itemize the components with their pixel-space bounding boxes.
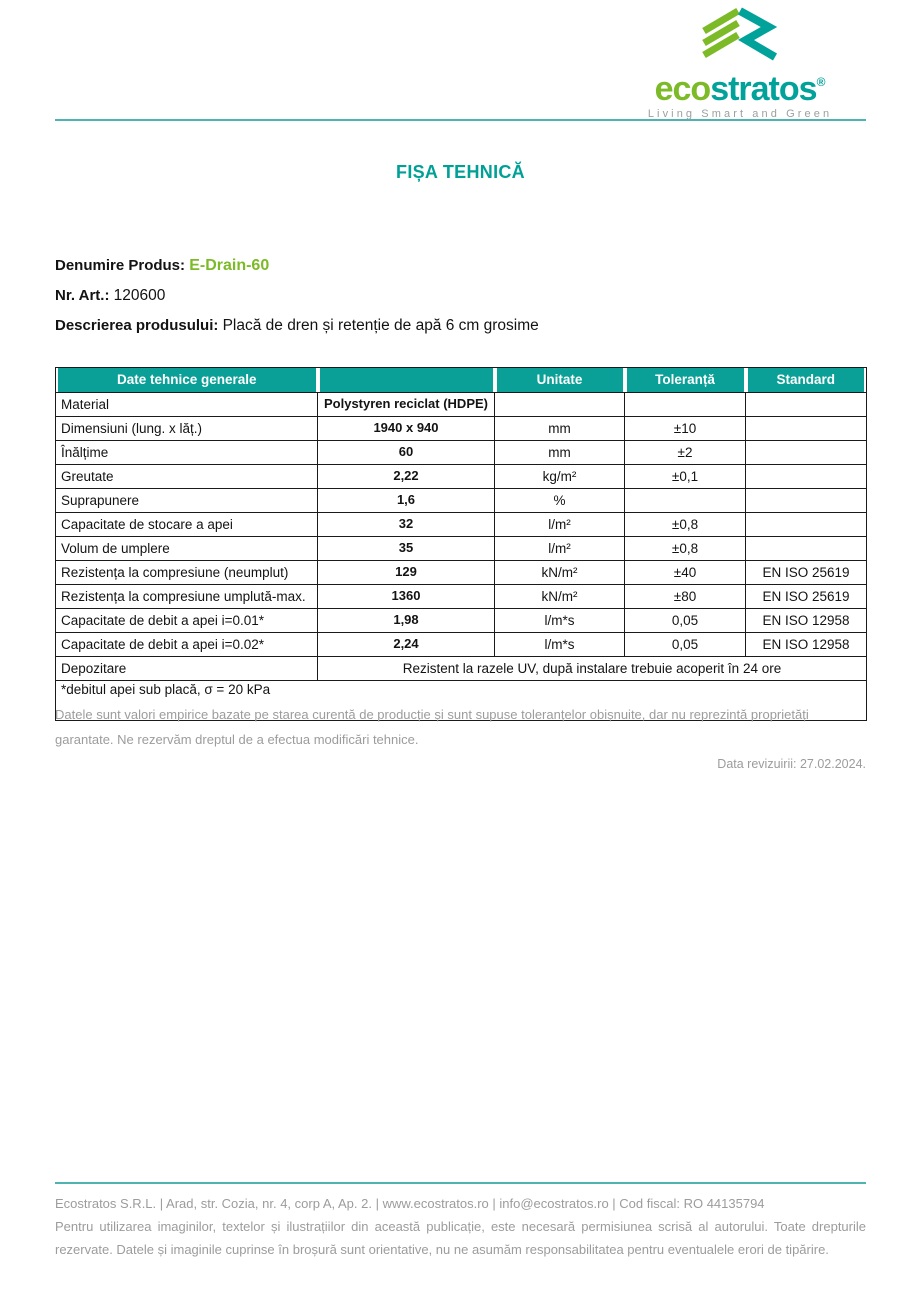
column-header-label [320,368,493,392]
spec-value-cell: 2,24 [318,633,495,657]
product-description-line [55,317,866,335]
spec-label-cell: Depozitare [56,657,318,681]
spec-value-cell: 60 [318,441,495,465]
spec-tolerance-cell: ±10 [625,417,746,441]
spec-value-cell: 1,6 [318,489,495,513]
article-number-value: 120600 [113,287,166,304]
spec-table [55,367,867,721]
product-info [55,257,866,347]
page-footer [55,1182,866,1261]
spec-tolerance-cell: ±0,8 [625,537,746,561]
column-header [625,368,746,393]
column-header-label: Unitate [497,368,623,392]
table-row [56,657,867,681]
spec-value-cell: 1360 [318,585,495,609]
spec-tolerance-cell: 0,05 [625,633,746,657]
spec-label-cell: Capacitate de debit a apei i=0.02* [56,633,318,657]
table-row [56,489,867,513]
spec-standard-cell [746,441,867,465]
spec-value-cell: 32 [318,513,495,537]
spec-value-cell: 35 [318,537,495,561]
table-row [56,441,867,465]
spec-value-cell: 1940 x 940 [318,417,495,441]
spec-value-cell: 2,22 [318,465,495,489]
table-footnote-cell: *debitul apei sub placă, σ = 20 kPa [56,681,867,721]
spec-tolerance-cell: 0,05 [625,609,746,633]
spec-label-cell: Rezistența la compresiune (neumplut) [56,561,318,585]
table-row [56,609,867,633]
column-header-label: Standard [748,368,865,392]
spec-unit-cell: kN/m² [495,585,625,609]
logo-stratos-text: stratos [710,70,817,108]
spec-label-cell: Înălțime [56,441,318,465]
disclaimer-text: Datele sunt valori empirice bazate pe starea curentă de producție și sunt supuse toleranțelor obișnuite, dar nu reprezintă proprietăți garantate. Ne rezervăm dreptul de a efectua modificări tehnice. [55,707,809,747]
spec-label-cell: Rezistența la compresiune umplută-max. [56,585,318,609]
spec-standard-cell: EN ISO 25619 [746,561,867,585]
spec-unit-cell: l/m² [495,537,625,561]
spec-value-cell: 129 [318,561,495,585]
column-header [318,368,495,393]
product-name-line [55,257,866,275]
table-row [56,417,867,441]
spec-tolerance-cell: ±0,8 [625,513,746,537]
spec-value-cell: 1,98 [318,609,495,633]
spec-standard-cell [746,513,867,537]
page-title: FIȘA TEHNICĂ [396,162,525,182]
spec-value-cell: Polystyren reciclat (HDPE) [318,393,495,417]
spec-unit-cell: l/m² [495,513,625,537]
column-header [495,368,625,393]
column-header-label: Toleranță [627,368,744,392]
spec-tolerance-cell: ±80 [625,585,746,609]
logo-eco-text: eco [654,70,711,108]
spec-unit-cell: % [495,489,625,513]
spec-label-cell: Dimensiuni (lung. x lăț.) [56,417,318,441]
spec-standard-cell: EN ISO 25619 [746,585,867,609]
spec-label-cell: Capacitate de debit a apei i=0.01* [56,609,318,633]
technical-data-section [55,367,866,721]
article-number-label: Nr. Art.: [55,287,110,304]
spec-tolerance-cell: ±0,1 [625,465,746,489]
spec-standard-cell [746,417,867,441]
spec-unit-cell: mm [495,417,625,441]
spec-standard-cell [746,537,867,561]
product-description-label: Descrierea produsului: [55,317,219,334]
spec-standard-cell: EN ISO 12958 [746,633,867,657]
article-number-line [55,287,866,305]
spec-tolerance-cell [625,393,746,417]
product-name-label: Denumire Produs: [55,257,186,274]
spec-label-cell: Capacitate de stocare a apei [56,513,318,537]
spec-tolerance-cell: ±2 [625,441,746,465]
revision-date: Data revizuirii: 27.02.2024. [717,757,866,771]
logo-wordmark [614,66,866,108]
footer-legal-text: Pentru utilizarea imaginilor, textelor și ilustrațiilor din această publicație, este necesară permisiunea scrisă al autorului. Toate drepturile rezervate. Datele și imaginile cuprinse în broșură sunt orientative, nu ne asumăm responsabilitatea pentru eventualele erori de tipărire. [55,1219,866,1257]
spec-standard-cell [746,465,867,489]
table-row [56,393,867,417]
table-row [56,513,867,537]
company-logo [614,6,866,120]
column-header-label: Date tehnice generale [58,368,316,392]
table-row [56,537,867,561]
spec-table-header-row [56,368,867,393]
table-row [56,465,867,489]
ecostratos-chevron-icon [700,6,780,64]
column-header [56,368,318,393]
spec-tolerance-cell: ±40 [625,561,746,585]
spec-unit-cell: mm [495,441,625,465]
table-row [56,585,867,609]
spec-standard-cell [746,393,867,417]
spec-label-cell: Volum de umplere [56,537,318,561]
column-header [746,368,867,393]
table-row [56,561,867,585]
spec-unit-cell [495,393,625,417]
spec-standard-cell [746,489,867,513]
spec-span-value-cell: Rezistent la razele UV, după instalare trebuie acoperit în 24 ore [318,657,867,681]
spec-standard-cell: EN ISO 12958 [746,609,867,633]
spec-unit-cell: l/m*s [495,609,625,633]
spec-label-cell: Greutate [56,465,318,489]
spec-unit-cell: l/m*s [495,633,625,657]
logo-tagline: Living Smart and Green [647,108,833,120]
footer-contact-line: Ecostratos S.R.L. | Arad, str. Cozia, nr. 4, corp A, Ap. 2. | www.ecostratos.ro | info@ecostratos.ro | Cod fiscal: RO 44135794 [55,1196,765,1211]
product-name-value: E-Drain-60 [189,257,270,274]
spec-table-body [56,393,867,721]
table-row [56,633,867,657]
product-description-value: Placă de dren și retenție de apă 6 cm grosime [222,317,539,334]
spec-label-cell: Material [56,393,318,417]
page-header [55,0,866,121]
registered-trademark-symbol: ® [816,75,826,89]
spec-tolerance-cell [625,489,746,513]
spec-unit-cell: kN/m² [495,561,625,585]
spec-label-cell: Suprapunere [56,489,318,513]
spec-unit-cell: kg/m² [495,465,625,489]
